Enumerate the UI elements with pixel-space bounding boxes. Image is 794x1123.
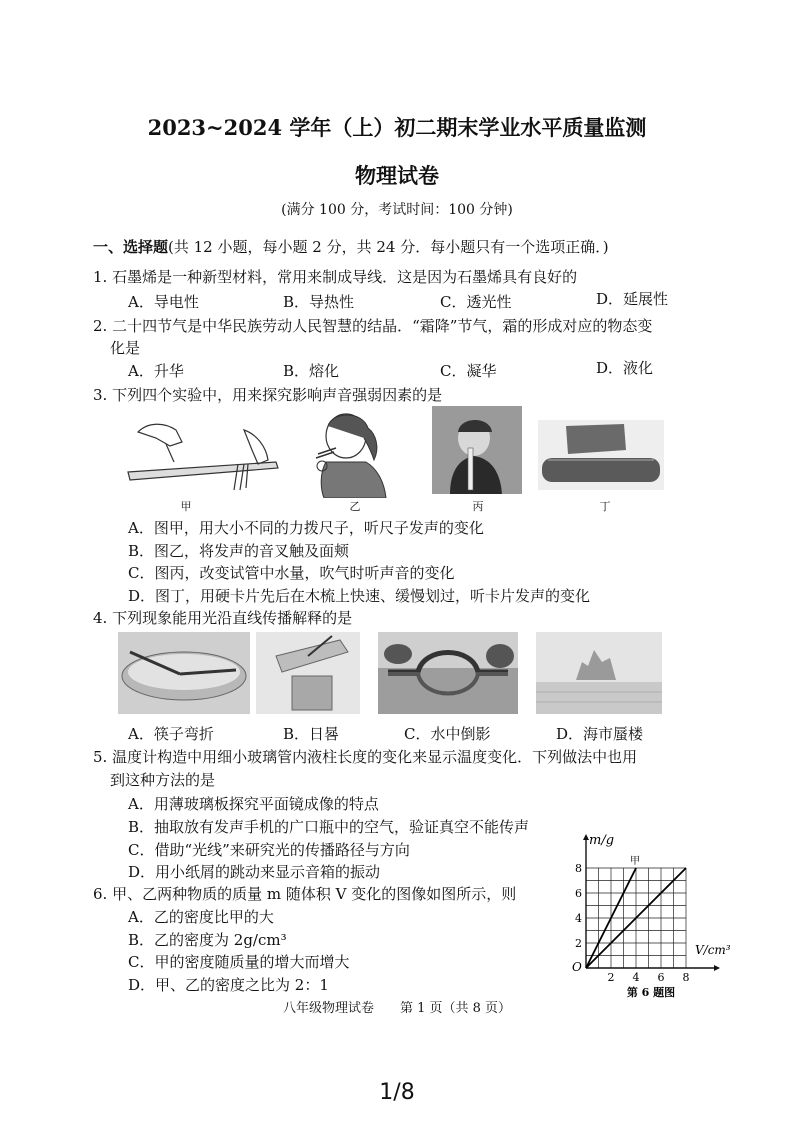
q3-figure-yi [306,408,402,498]
q2-option-c: C．凝华 [440,362,497,380]
q2-stem-line2: 化是 [110,339,141,357]
q3-option-c: C．图丙，改变试管中水量，吹气时听声音的变化 [128,564,455,582]
y-tick-label: 6 [575,887,582,900]
density-chart [556,826,746,1008]
chopstick-in-bowl-photo [118,632,250,714]
page-indicator: 1/8 [379,1080,415,1105]
q3-figure-ding [538,420,664,490]
q5-stem-line1: 5. 温度计构造中用细小玻璃管内液柱长度的变化来显示温度变化．下列做法中也用 [93,748,638,766]
q6-option-a: A．乙的密度比甲的大 [128,908,274,926]
q6-option-c: C．甲的密度随质量的增大而增大 [128,953,350,971]
section-desc: (共 12 小题，每小题 2 分，共 24 分．每小题只有一个选项正确．) [168,238,609,256]
section-heading [93,236,609,257]
q4-figure-a [118,632,250,714]
q3-option-b: B．图乙，将发声的音叉触及面颊 [128,542,350,560]
x-axis-arrow [714,965,720,971]
q3-option-d: D．图丁，用硬卡片先后在木梳上快速、缓慢划过，听卡片发声的变化 [128,587,591,605]
q4-option-a: A．筷子弯折 [128,725,214,743]
q1-option-c: C．透光性 [440,293,512,311]
q3-figure-bing [432,406,522,494]
y-tick-label: 2 [575,937,582,950]
q1-stem: 1. 石墨烯是一种新型材料，常用来制成导线．这是因为石墨烯具有良好的 [93,268,578,286]
ruler-pluck-drawing [126,410,286,495]
q6-option-b: B．乙的密度为 2g/cm³ [128,931,287,949]
y-tick-label: 8 [575,862,582,875]
q5-option-d: D．用小纸屑的跳动来显示音箱的振动 [128,863,381,881]
chart-caption: 第 6 题图 [626,986,676,999]
q3-stem: 3. 下列四个实验中，用来探究影响声音强弱因素的是 [93,386,443,404]
q3-caption-ding: 丁 [599,500,611,513]
q3-caption-bing: 丙 [472,500,484,513]
exam-subtitle: 物理试卷 [355,163,439,188]
girl-tuning-fork-drawing [306,408,402,498]
x-tick-label: 2 [607,971,615,984]
q4-option-b: B．日晷 [283,725,340,743]
x-tick-label: 6 [657,971,665,984]
q4-option-d: D．海市蜃楼 [556,725,644,743]
q4-option-c: C．水中倒影 [404,725,491,743]
q1-option-d: D．延展性 [596,290,669,308]
section-title: 一、选择题 [93,238,169,256]
exam-info: (满分 100 分，考试时间：100 分钟) [281,202,513,218]
q2-option-d: D．液化 [596,359,654,377]
q2-option-a: A．升华 [128,362,184,380]
q2-option-b: B．熔化 [283,362,340,380]
q4-stem: 4. 下列现象能用光沿直线传播解释的是 [93,609,353,627]
q4-figure-c [378,632,518,714]
y-axis-label: m/g [589,833,615,848]
q5-option-c: C．借助“光线”来研究光的传播路径与方向 [128,841,410,859]
q6-stem: 6. 甲、乙两种物质的质量 m 随体积 V 变化的图像如图所示，则 [93,885,517,903]
origin-label: O [572,960,582,974]
chart-labels [572,833,731,984]
q5-option-b: B．抽取放有发声手机的广口瓶中的空气，验证真空不能传声 [128,818,530,836]
q4-figure-b [256,632,360,714]
q3-option-a: A．图甲，用大小不同的力拨尺子，听尺子发声的变化 [128,519,484,537]
q5-option-a: A．用薄玻璃板探究平面镜成像的特点 [128,795,379,813]
q2-stem-line1: 2. 二十四节气是中华民族劳动人民智慧的结晶．“霜降”节气，霜的形成对应的物态变 [93,317,653,335]
x-tick-label: 8 [682,971,690,984]
q4-figure-d [536,632,662,714]
exam-title: 2023~2024 学年（上）初二期末学业水平质量监测 [147,115,647,140]
mirage-photo [536,632,662,714]
x-tick-label: 4 [632,971,640,984]
q6-option-d: D．甲、乙的密度之比为 2：1 [128,976,329,994]
q3-caption-yi: 乙 [349,500,361,513]
y-tick-label: 4 [575,912,582,925]
q1-option-a: A．导电性 [128,293,199,311]
q1-option-b: B．导热性 [283,293,355,311]
q3-caption-jia: 甲 [180,500,192,513]
q5-stem-line2: 到这种方法的是 [110,771,216,789]
bridge-reflection-photo [378,632,518,714]
q3-figure-jia [126,410,286,495]
girl-blowing-test-tube-photo [432,406,522,494]
card-on-comb-photo [538,420,664,490]
series-label-jia: 甲 [630,856,640,867]
sundial-photo [256,632,360,714]
page-footer: 八年级物理试卷 第 1 页（共 8 页） [282,1001,512,1016]
x-axis-label: V/cm³ [695,943,731,957]
